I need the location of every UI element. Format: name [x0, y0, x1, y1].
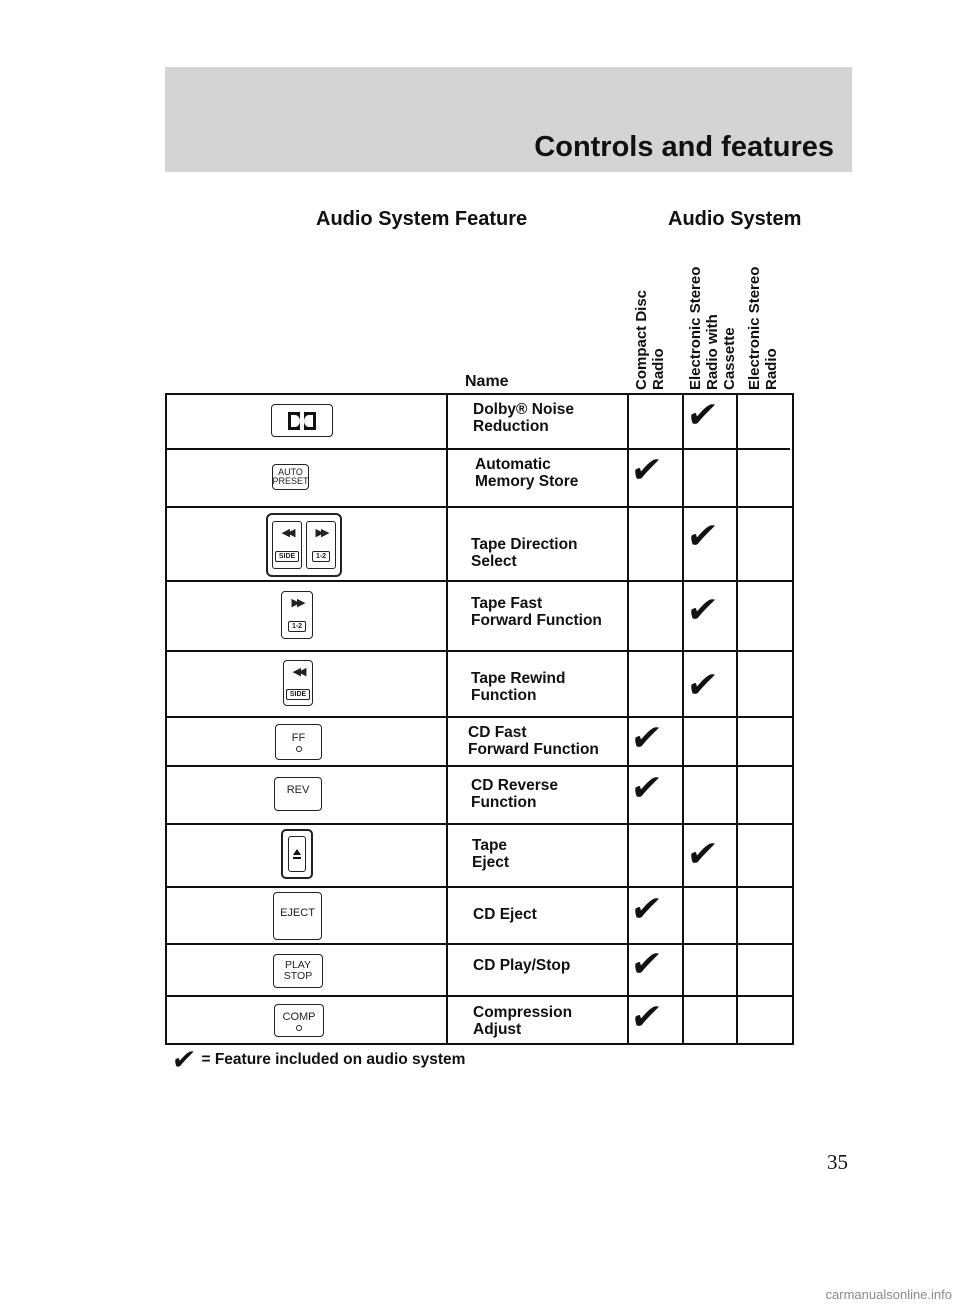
column-header-stereo-radio	[746, 267, 780, 390]
feature-name: Tape Eject	[472, 837, 510, 871]
indicator-dot-icon	[296, 1025, 302, 1031]
table-row-divider	[165, 716, 794, 718]
one-two-label: 1-2	[288, 621, 306, 632]
auto-preset-label: AUTO PRESET	[272, 467, 309, 486]
table-row-divider	[165, 995, 794, 997]
side-label: SIDE	[275, 551, 299, 562]
eject-icon	[292, 848, 302, 860]
checkmark-icon: ✔	[684, 516, 721, 557]
tape-direction-button	[266, 513, 342, 577]
feature-name: CD Eject	[473, 906, 537, 923]
feature-name: Automatic Memory Store	[475, 456, 579, 490]
table-row-divider	[165, 943, 794, 945]
column-header-label: Electronic Stereo Radio	[746, 266, 780, 390]
compression-button	[274, 1004, 324, 1037]
feature-name: Tape Rewind Function	[471, 670, 566, 704]
feature-table	[165, 393, 794, 1043]
feature-name: Tape Fast Forward Function	[471, 595, 602, 629]
checkmark-icon: ✔	[628, 768, 665, 809]
checkmark-icon: ✔	[684, 665, 721, 706]
eject-key	[288, 836, 306, 872]
legend-text: = Feature included on audio system	[201, 1051, 466, 1068]
checkmark-icon: ✔	[628, 450, 665, 491]
table-row-divider	[165, 823, 794, 825]
feature-name: CD Reverse Function	[471, 777, 559, 811]
checkmark-icon: ✔	[628, 889, 665, 930]
ff-label: FF	[291, 732, 306, 744]
checkmark-icon: ✔	[628, 718, 665, 759]
table-divider-col2	[682, 393, 684, 1043]
side-key	[272, 521, 302, 569]
auto-preset-button	[272, 464, 309, 490]
cd-ff-button	[275, 724, 322, 760]
page-number: 35	[827, 1150, 848, 1174]
table-row-divider	[165, 506, 794, 508]
column-header-label: Compact Disc Radio	[633, 289, 667, 390]
header-band	[165, 67, 852, 172]
cd-eject-button	[273, 892, 322, 940]
cd-rev-button	[274, 777, 322, 811]
feature-name: Dolby® Noise Reduction	[473, 401, 574, 435]
fast-forward-icon: ▶▶	[315, 527, 327, 539]
table-border-left	[165, 393, 167, 1043]
feature-name: Tape Direction Select	[471, 536, 578, 570]
table-row-divider	[165, 580, 794, 582]
tape-rewind-button	[283, 660, 313, 706]
table-divider-name	[446, 393, 448, 1043]
rewind-icon: ◀◀	[281, 527, 293, 539]
side-label: SIDE	[286, 689, 310, 700]
table-row-divider	[165, 1043, 794, 1045]
column-header-cd-radio	[633, 290, 667, 390]
name-column-label: Name	[465, 373, 509, 390]
tape-eject-button	[281, 829, 313, 879]
tape-fast-forward-button	[281, 591, 313, 639]
column-header-label: Electronic Stereo Radio with Cassette	[687, 266, 738, 390]
feature-name: Compression Adjust	[473, 1004, 573, 1038]
checkmark-icon: ✔	[684, 590, 721, 631]
indicator-dot-icon	[296, 746, 302, 752]
column-header-stereo-cassette	[687, 267, 738, 390]
play-stop-label: PLAY STOP	[283, 959, 313, 982]
eject-label: EJECT	[280, 907, 315, 919]
comp-label: COMP	[282, 1010, 316, 1023]
cd-play-stop-button	[273, 954, 323, 988]
rev-label: REV	[286, 784, 310, 796]
watermark: carmanualsonline.info	[825, 1287, 952, 1302]
dolby-logo-icon	[287, 411, 317, 431]
one-two-label: 1-2	[312, 551, 330, 562]
system-section-title: Audio System	[668, 208, 802, 230]
checkmark-icon: ✔	[169, 1043, 198, 1076]
one-two-key	[306, 521, 336, 569]
table-divider-col3	[736, 393, 738, 1043]
checkmark-icon: ✔	[628, 944, 665, 985]
table-row-divider	[165, 448, 790, 450]
table-row-divider	[165, 765, 794, 767]
checkmark-icon: ✔	[684, 834, 721, 875]
table-border-right	[792, 393, 794, 1043]
legend	[169, 1043, 466, 1076]
rewind-icon: ◀◀	[292, 665, 304, 678]
checkmark-icon: ✔	[684, 395, 721, 436]
feature-name: CD Play/Stop	[473, 957, 571, 974]
table-row-divider	[165, 886, 794, 888]
fast-forward-icon: ▶▶	[291, 597, 303, 609]
dolby-button	[271, 404, 333, 437]
feature-section-title: Audio System Feature	[316, 208, 528, 230]
checkmark-icon: ✔	[628, 997, 665, 1038]
page-title: Controls and features	[534, 131, 834, 163]
table-row-divider	[165, 650, 794, 652]
feature-name: CD Fast Forward Function	[468, 724, 599, 758]
